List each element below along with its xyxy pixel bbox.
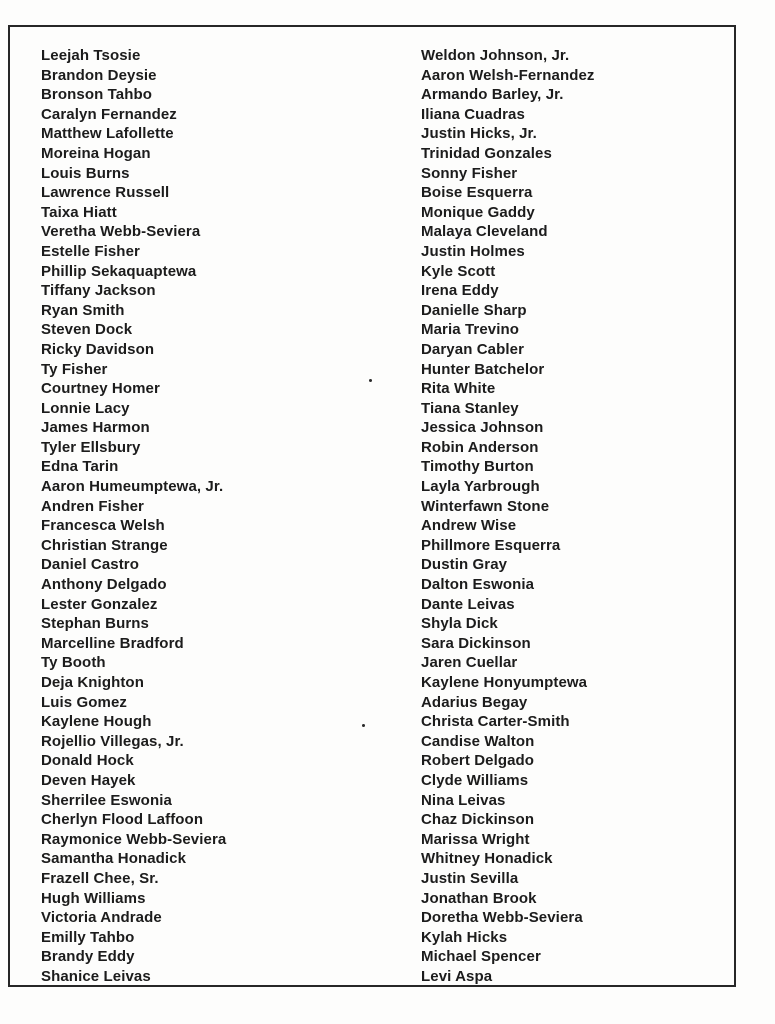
name-list-item: Jessica Johnson (421, 419, 544, 437)
name-list-item: Leejah Tsosie (41, 47, 141, 64)
name-list-item: Dante Leivas (421, 595, 515, 613)
name-list-item: Danielle Sharp (421, 301, 527, 319)
name-list-item: Timothy Burton (421, 458, 534, 476)
name-list-item: Donald Hock (41, 752, 134, 770)
name-list-item: Brandon Deysie (41, 66, 157, 84)
name-list-item: Dustin Gray (421, 556, 508, 574)
name-list-item: Francesca Welsh (41, 517, 165, 535)
name-list-item: Aaron Welsh-Fernandez (421, 66, 595, 84)
name-list-item: Phillmore Esquerra (421, 536, 561, 554)
name-list-item: Justin Sevilla (421, 869, 519, 887)
name-list-item: Christian Strange (41, 536, 168, 554)
name-list-item: Tyler Ellsbury (41, 438, 141, 456)
name-list-item: Levi Aspa (421, 967, 493, 985)
name-list-item: Marissa Wright (421, 830, 530, 848)
scan-speck (362, 724, 365, 727)
name-list-item: Ricky Davidson (41, 340, 155, 358)
name-list-item: Malaya Cleveland (421, 223, 548, 241)
name-list-item: Doretha Webb-Seviera (421, 909, 583, 927)
name-list-item: Chaz Dickinson (421, 811, 535, 829)
name-list-item: Sara Dickinson (421, 634, 531, 652)
name-list-item: Stephan Burns (41, 615, 149, 633)
name-list-item: Deven Hayek (41, 771, 136, 789)
name-list-item: Sherrilee Eswonia (41, 791, 172, 809)
name-list-item: Raymonice Webb-Seviera (41, 830, 227, 848)
name-list-item: Bronson Tahbo (41, 86, 153, 104)
name-list-item: Daniel Castro (41, 556, 139, 574)
name-list-item: Estelle Fisher (41, 242, 140, 260)
name-list-item: Robert Delgado (421, 752, 535, 770)
name-list-item: Hunter Batchelor (421, 360, 545, 378)
name-list-item: Justin Hicks, Jr. (421, 125, 537, 143)
name-list-item: Tiana Stanley (421, 399, 519, 417)
name-list-item: Ty Booth (41, 654, 106, 672)
name-list-item: Caralyn Fernandez (41, 105, 177, 123)
name-list-item: Lonnie Lacy (41, 399, 130, 417)
name-list-item: Whitney Honadick (421, 850, 553, 868)
name-list-item: Matthew Lafollette (41, 125, 174, 143)
name-list-item: Robin Anderson (421, 438, 539, 456)
name-list-item: Lester Gonzalez (41, 595, 158, 613)
name-list-item: Dalton Eswonia (421, 576, 535, 594)
name-list-item: Luis Gomez (41, 693, 128, 711)
name-list-item: Christa Carter-Smith (421, 713, 570, 731)
name-list-item: Andren Fisher (41, 497, 144, 515)
name-list-item: Tiffany Jackson (41, 282, 156, 300)
name-list-item: Aaron Humeumptewa, Jr. (41, 478, 224, 496)
name-column-right (421, 46, 595, 987)
name-list-item: Veretha Webb-Seviera (41, 223, 201, 241)
name-list-item: Michael Spencer (421, 948, 541, 966)
name-list-item: Nina Leivas (421, 791, 506, 809)
name-list-item: Deja Knighton (41, 674, 144, 691)
name-roster-box (8, 25, 736, 987)
name-list-item: Brandy Eddy (41, 948, 135, 966)
name-list-item: Winterfawn Stone (421, 497, 550, 515)
name-list-item: Phillip Sekaquaptewa (41, 262, 197, 280)
name-list-item: Boise Esquerra (421, 184, 533, 202)
name-list-item: Candise Walton (421, 732, 535, 750)
name-list-item: Maria Trevino (421, 321, 520, 339)
name-list-item: Kaylene Honyumptewa (421, 674, 588, 691)
name-list-item: Layla Yarbrough (421, 478, 540, 496)
name-list-item: Jonathan Brook (421, 889, 537, 907)
name-list-item: Adarius Begay (421, 693, 528, 711)
name-list-item: Andrew Wise (421, 517, 517, 535)
name-list-item: Victoria Andrade (41, 909, 162, 927)
name-list-item: Edna Tarin (41, 458, 119, 476)
name-list-item: Weldon Johnson, Jr. (421, 47, 570, 64)
name-list-item: Daryan Cabler (421, 340, 525, 358)
name-list-item: Moreina Hogan (41, 144, 151, 162)
name-list-item: Ryan Smith (41, 301, 125, 319)
name-list-item: Kaylene Hough (41, 713, 152, 731)
name-list-item: Shyla Dick (421, 615, 498, 633)
name-list-item: Clyde Williams (421, 771, 529, 789)
name-list-item: Justin Holmes (421, 242, 525, 260)
name-list-item: Ty Fisher (41, 360, 108, 378)
name-list-item: Lawrence Russell (41, 184, 170, 202)
name-list-item: Rita White (421, 380, 496, 398)
name-list-item: Kyle Scott (421, 262, 496, 280)
name-list-item: Jaren Cuellar (421, 654, 518, 672)
name-list-item: Rojellio Villegas, Jr. (41, 732, 184, 750)
name-list-item: Armando Barley, Jr. (421, 86, 564, 104)
name-list-item: Shanice Leivas (41, 967, 151, 985)
name-list-item: Louis Burns (41, 164, 130, 182)
name-list-item: Sonny Fisher (421, 164, 518, 182)
name-list-item: Monique Gaddy (421, 203, 535, 221)
name-list-item: Emilly Tahbo (41, 928, 135, 946)
name-column-left (41, 46, 226, 987)
name-list-item: Hugh Williams (41, 889, 146, 907)
name-list-item: Iliana Cuadras (421, 105, 525, 123)
name-list-item: Taixa Hiatt (41, 203, 117, 221)
name-list-item: Kylah Hicks (421, 928, 508, 946)
name-list-item: Anthony Delgado (41, 576, 167, 594)
name-list-item: James Harmon (41, 419, 150, 437)
scan-speck (369, 379, 372, 382)
name-list-item: Cherlyn Flood Laffoon (41, 811, 204, 829)
name-list-item: Marcelline Bradford (41, 634, 184, 652)
name-list-item: Frazell Chee, Sr. (41, 869, 159, 887)
name-list-item: Trinidad Gonzales (421, 144, 552, 162)
name-list-item: Samantha Honadick (41, 850, 187, 868)
name-list-item: Courtney Homer (41, 380, 160, 398)
name-list-item: Irena Eddy (421, 282, 499, 300)
name-list-item: Steven Dock (41, 321, 133, 339)
